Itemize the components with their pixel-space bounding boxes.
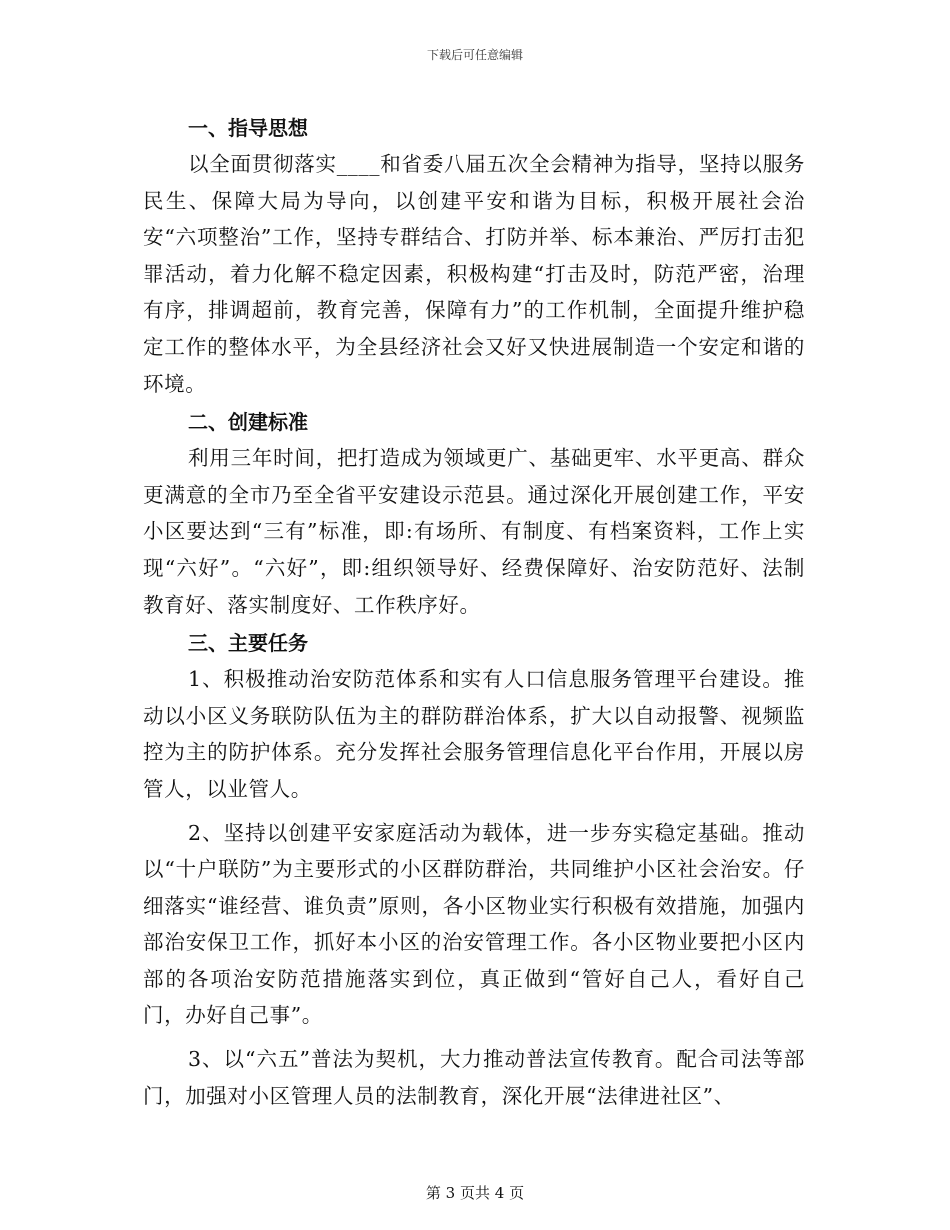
page-footer: 第 3 页共 4 页 [425,1184,525,1202]
section-heading-guiding-thought: 一、指导思想 [188,116,308,140]
paragraph-task-2: 2、坚持以创建平安家庭活动为载体，进一步夯实稳定基础。推动以“十户联防”为主要形式的小区群防群治，共同维护小区社会治安。仔细落实“谁经营、谁负责”原则，各小区物业实行积极有效措施，加强内部治安保卫工作，抓好本小区的治安管理工作。各小区物业要把小区内部的各项治安防范措施落实到位，真正做到“管好自己人，看好自己门，办好自己事”。 [143,820,805,1028]
section-heading-main-tasks: 三、主要任务 [188,631,308,656]
document-body [143,110,805,1121]
section-heading-standards: 二、创建标准 [188,410,308,435]
paragraph-guiding-thought: 以全面贯彻落实____和省委八届五次全会精神为指导，坚持以服务民生、保障大局为导向，以创建平安和谐为目标，积极开展社会治安“六项整治”工作，坚持专群结合、打防并举、标本兼治、严厉打击犯罪活动，着力化解不稳定因素，积极构建“打击及时，防范严密，治理有序，排调超前，教育完善，保障有力”的工作机制，全面提升维护稳定工作的整体水平，为全县经济社会又好又快进展制造一个安定和谐的环境。 [143,152,805,396]
paragraph-task-1: 1、积极推动治安防范体系和实有人口信息服务管理平台建设。推动以小区义务联防队伍为主的群防群治体系，扩大以自动报警、视频监控为主的防护体系。充分发挥社会服务管理信息化平台作用，开展以房管人，以业管人。 [143,667,805,801]
paragraph-standards: 利用三年时间，把打造成为领域更广、基础更牢、水平更高、群众更满意的全市乃至全省平安建设示范县。通过深化开展创建工作，平安小区要达到“三有”标准，即:有场所、有制度、有档案资料，工作上实现“六好”。“六好”，即:组织领导好、经费保障好、治安防范好、法制教育好、落实制度好、工作秩序好。 [143,446,805,617]
paragraph-task-3: 3、以“六五”普法为契机，大力推动普法宣传教育。配合司法等部门，加强对小区管理人员的法制教育，深化开展“法律进社区”、 [143,1047,805,1108]
page-header-note: 下载后可任意编辑 [426,48,523,62]
